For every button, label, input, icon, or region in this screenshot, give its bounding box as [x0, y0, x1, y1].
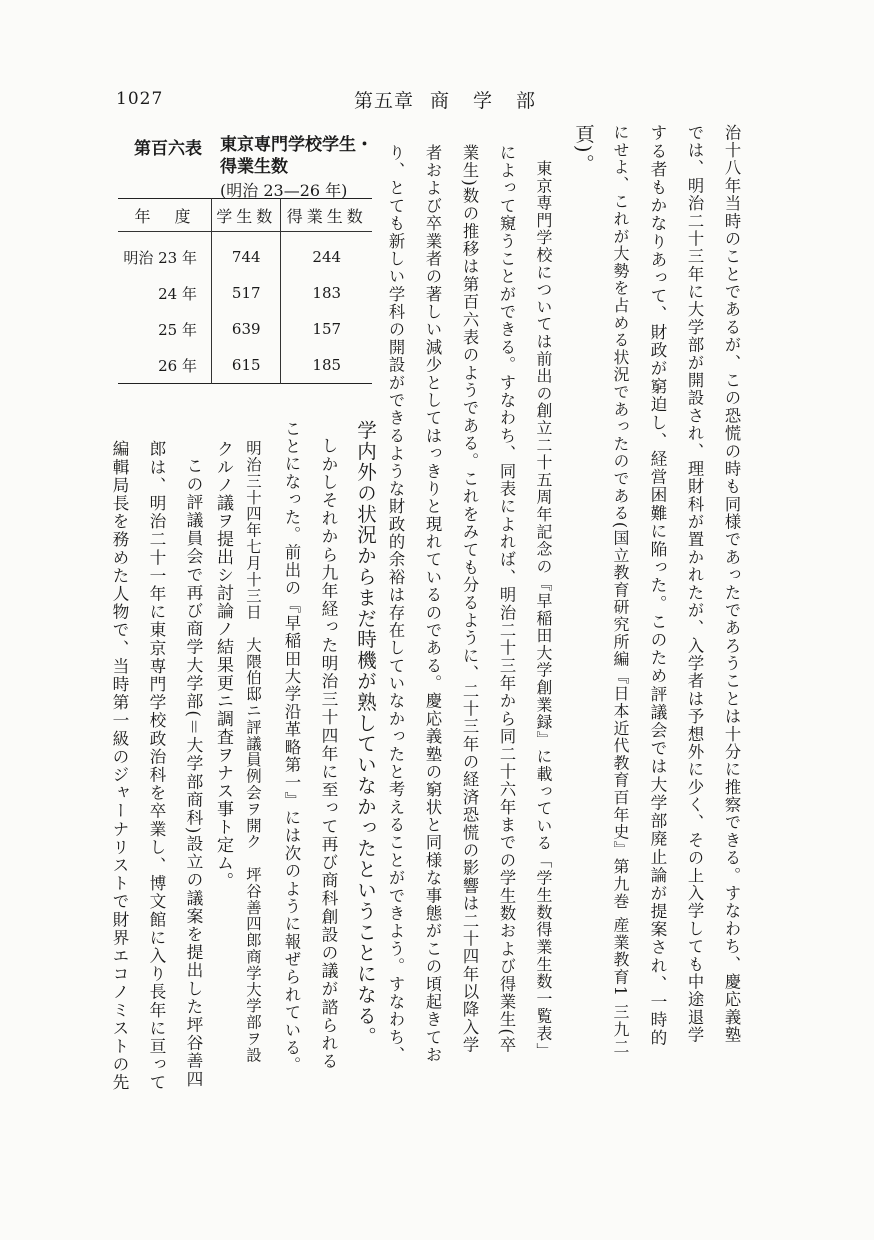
table-caption: [118, 130, 376, 200]
text-column: り、とても新しい学科の開設ができるような財政的余裕は存在していなかったと考えることができよう。すなわち、: [386, 144, 405, 1064]
quote-column: 明治三十四年七月十三日 大隈伯邸ニ評議員例会ヲ開ク 坪谷善四郎商学大学部ヲ設: [244, 440, 262, 1064]
table-row: [118, 347, 372, 384]
cell-students: 615: [212, 347, 281, 384]
column-header-students: 学生数: [212, 199, 281, 232]
page-number: 1027: [116, 89, 164, 109]
text-column: 者および卒業者の著しい減少としてはっきりと現れているのである。慶応義塾の窮状と同様な事態がこの頃起きてお: [423, 144, 442, 1064]
text-column: この評議員会で再び商学大学部(＝大学部商科)設立の議案を提出した坪谷善四: [184, 456, 204, 1088]
chapter-label: 第五章: [354, 90, 415, 112]
text-column: にせよ、これが大勢を占める状況であったのである(国立教育研究所編『日本近代教育百年史』第九巻 産業教育1 三九二: [611, 124, 630, 1056]
text-column: 東京専門学校については前出の創立二十五周年記念の『早稲田大学創業録』に載っている「学生数得業生数一覧表」: [534, 159, 553, 1060]
cell-graduates: 157: [281, 311, 372, 347]
table-subtitle: (明治 23—26 年): [220, 181, 348, 200]
running-head: [354, 86, 559, 113]
cell-year: 26 年: [158, 356, 197, 375]
text-column: では、明治二十三年に大学部が開設され、理財科が置かれたが、入学者は予想外に少く、その上入学しても中途退学: [685, 124, 704, 1044]
students-graduates-table: [118, 198, 372, 384]
cell-graduates: 183: [281, 275, 372, 311]
column-header-graduates: 得業生数: [281, 199, 372, 232]
table-row: [118, 311, 372, 347]
text-column: 編輯局長を務めた人物で、当時第一級のジャーナリストで財界エコノミストの先: [110, 440, 130, 1092]
cell-year: 24 年: [158, 284, 197, 303]
cell-graduates: 244: [281, 232, 372, 276]
cell-students: 639: [212, 311, 281, 347]
column-header-year: 年 度: [118, 199, 212, 232]
text-column: 業生)数の推移は第百六表のようである。これをみても分るように、二十三年の経済恐慌の影響は二十四年以降入学: [460, 144, 479, 1054]
text-column: 郎は、明治二十一年に東京専門学校政治科を卒業し、博文館に入り長年に亘って: [147, 440, 167, 1092]
text-column: 頁)。: [572, 124, 595, 175]
text-column: 学内外の状況からまだ時機が熟していなかったということになる。: [354, 420, 377, 1047]
upper-text-block: [565, 124, 750, 1064]
final-text-block: [101, 440, 212, 1100]
text-column: によって窺うことができる。すなわち、同表によれば、明治二十三年から同二十六年までの学生数および得業生(卒: [497, 144, 516, 1054]
lower-text-block: [273, 420, 384, 1080]
statistics-table-block: [118, 130, 376, 384]
table-header-row: [118, 199, 372, 232]
text-column: ことになった。前出の『早稲田大学沿革略第一』には次のように報ぜられている。: [282, 420, 301, 1075]
section-label: 商学部: [430, 90, 560, 112]
quotation-block: [208, 440, 268, 1070]
cell-students: 744: [212, 232, 281, 276]
cell-year: 25 年: [158, 320, 197, 339]
table-title: 東京専門学校学生・ 得業生数: [220, 135, 373, 177]
text-column: する者もかなりあって、財政が窮迫し、経営困難に陥った。このため評議会では大学部廃止論が提案され、一時的: [648, 124, 668, 1048]
text-column: しかしそれから九年経った明治三十四年に至って再び商科創設の議が諮られる: [319, 436, 339, 1071]
middle-text-block: [377, 144, 562, 1064]
quote-column: クルノ議ヲ提出シ討論ノ結果更ニ調査ヲナス事ト定ム。: [213, 440, 233, 890]
table-row: [118, 232, 372, 276]
cell-students: 517: [212, 275, 281, 311]
table-number: 第百六表: [134, 139, 202, 159]
cell-graduates: 185: [281, 347, 372, 384]
text-column: 治十八年当時のことであるが、この恐慌の時も同様であったであろうことは十分に推察できる。すなわち、慶応義塾: [722, 124, 741, 1044]
table-row: [118, 275, 372, 311]
cell-year: 明治 23 年: [123, 248, 197, 267]
